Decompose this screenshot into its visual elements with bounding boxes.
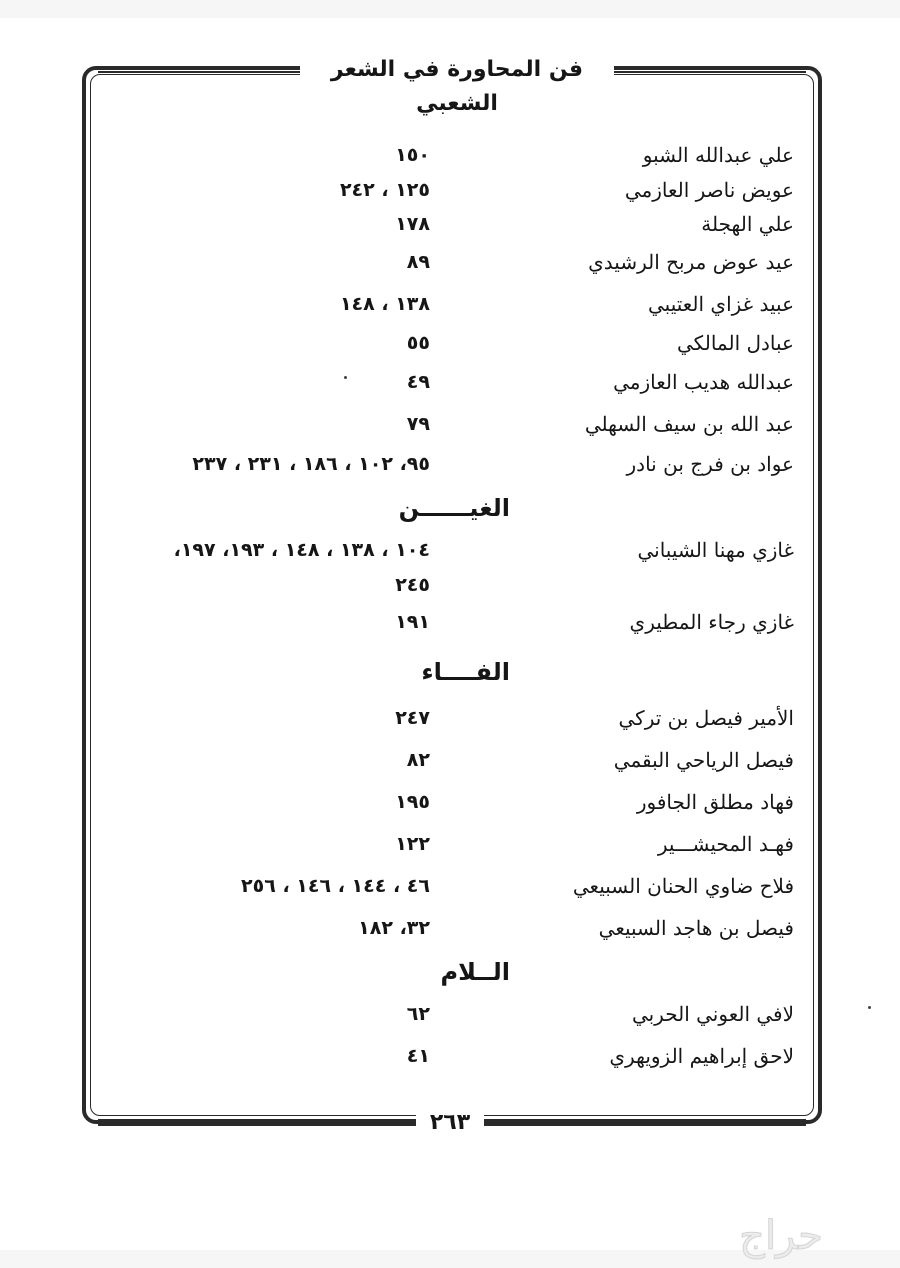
- entry-pages: ٤٦ ، ١٤٤ ، ١٤٦ ، ٢٥٦: [241, 875, 430, 897]
- footer-rule-left: [98, 1119, 416, 1126]
- entry-pages: ٤٩: [406, 371, 430, 393]
- index-entry: [100, 784, 800, 820]
- scan-speck: [868, 1006, 871, 1009]
- entry-pages: ٨٢: [406, 749, 430, 771]
- entry-name: لافي العوني الحربي: [631, 1002, 794, 1026]
- entry-name: عبيد غزاي العتيبي: [648, 292, 794, 316]
- entry-name: غازي مهنا الشيباني: [637, 538, 794, 562]
- entry-name: عيد عوض مربح الرشيدي: [588, 250, 794, 274]
- entry-pages: ٩٥، ١٠٢ ، ١٨٦ ، ٢٣١ ، ٢٣٧: [192, 453, 430, 475]
- index-entry: [100, 364, 800, 400]
- entry-name: فهاد مطلق الجافور: [636, 790, 794, 814]
- entry-name: الأمير فيصل بن تركي: [618, 706, 794, 730]
- index-entry: [100, 406, 800, 442]
- entry-pages: ٢٤٥: [395, 574, 430, 596]
- entry-name: علي عبدالله الشبو: [642, 143, 794, 167]
- entry-name: عويض ناصر العازمي: [624, 178, 794, 202]
- index-entry: [100, 826, 800, 862]
- index-entry: [100, 446, 800, 482]
- index-entry: [100, 868, 800, 904]
- index-entry: [100, 604, 800, 640]
- entry-name: فلاح ضاوي الحنان السبيعي: [572, 874, 794, 898]
- scan-speck: [344, 376, 347, 379]
- index-entry: [100, 286, 800, 322]
- entry-pages: ٢٤٧: [395, 707, 430, 729]
- entry-pages: ٦٢: [406, 1003, 430, 1025]
- index-entry: [100, 700, 800, 736]
- index-entry: [100, 244, 800, 280]
- index-entry-continuation: [100, 567, 800, 603]
- entry-name: عبد الله بن سيف السهلي: [584, 412, 794, 436]
- entry-pages: ١٧٨: [395, 213, 430, 235]
- footer-rule-right: [484, 1119, 806, 1126]
- section-heading-ghain: الغيــــــن: [398, 494, 510, 522]
- index-entry: [100, 172, 800, 208]
- index-entry: [100, 325, 800, 361]
- entry-pages: ١٩١: [395, 611, 430, 633]
- entry-pages: ٣٢، ١٨٢: [358, 917, 430, 939]
- entry-pages: ٨٩: [406, 251, 430, 273]
- entry-pages: ١٥٠: [395, 144, 430, 166]
- index-entry: [100, 1038, 800, 1074]
- entry-pages: ١٢٥ ، ٢٤٢: [339, 179, 430, 201]
- running-header-title: فن المحاورة في الشعر الشعبي: [300, 53, 614, 87]
- entry-pages: ٧٩: [406, 413, 430, 435]
- entry-name: غازي رجاء المطيري: [629, 610, 794, 634]
- entry-pages: ١٢٢: [395, 833, 430, 855]
- entry-name: عبادل المالكي: [677, 331, 794, 355]
- header-rule-left: [98, 66, 300, 73]
- index-entry: [100, 137, 800, 173]
- entry-pages: ١٠٤ ، ١٣٨ ، ١٤٨ ، ١٩٣، ١٩٧،: [173, 539, 430, 561]
- entry-name: فيصل الرياحي البقمي: [613, 748, 794, 772]
- entry-name: عبدالله هديب العازمي: [613, 370, 794, 394]
- entry-pages: ٥٥: [406, 332, 430, 354]
- entry-name: لاحق إبراهيم الزويهري: [609, 1044, 794, 1068]
- index-entry: [100, 206, 800, 242]
- entry-pages: ١٩٥: [395, 791, 430, 813]
- entry-name: عواد بن فرج بن نادر: [626, 452, 794, 476]
- index-entry: [100, 532, 800, 568]
- index-entry: [100, 742, 800, 778]
- section-heading-fa: الفــــاء: [421, 658, 510, 686]
- index-entry: [100, 996, 800, 1032]
- site-watermark: حراج: [739, 1213, 823, 1259]
- entry-pages: ٤١: [406, 1045, 430, 1067]
- entry-name: فيصل بن هاجد السبيعي: [598, 916, 794, 940]
- entry-name: فهـد المحيشـــير: [657, 832, 794, 856]
- entry-pages: ١٣٨ ، ١٤٨: [339, 293, 430, 315]
- entry-name: علي الهجلة: [701, 212, 794, 236]
- page-number: ٢٦٣: [416, 1107, 484, 1139]
- header-rule-right: [614, 66, 806, 73]
- index-entry: [100, 910, 800, 946]
- section-heading-lam: الــلام: [440, 958, 510, 986]
